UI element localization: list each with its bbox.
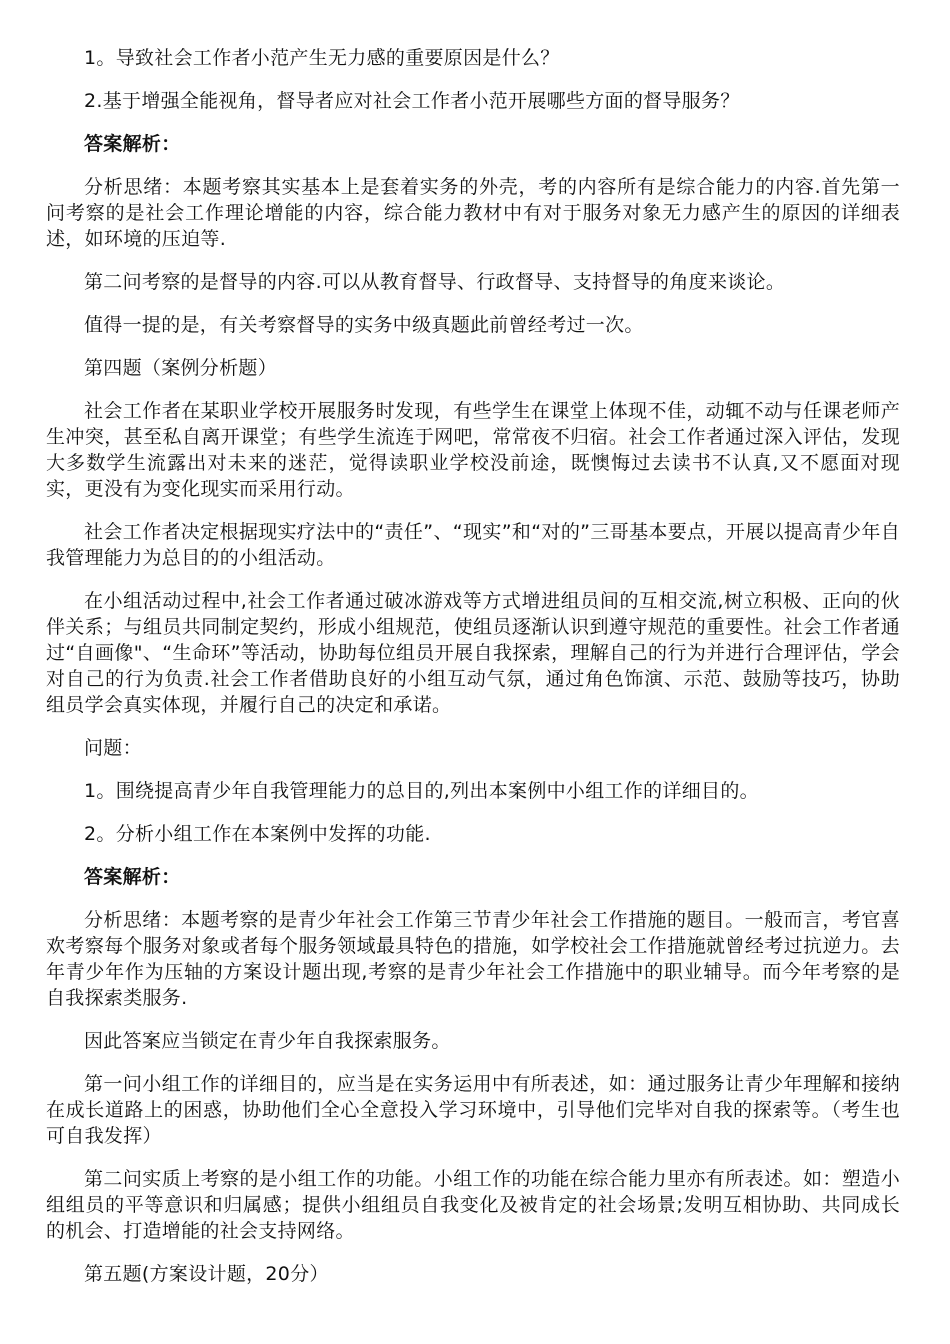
answer-heading: 答案解析： (84, 866, 181, 888)
question-1: 1。导致社会工作者小范产生无力感的重要原因是什么？ (84, 47, 560, 69)
answer-heading: 答案解析： (84, 133, 181, 155)
question-2: 2.基于增强全能视角，督导者应对社会工作者小范开展哪些方面的督导服务？ (84, 90, 740, 112)
case-paragraph: 社会工作者决定根据现实疗法中的“责任”、“现实”和“对的”三哥基本要点，开展以提高青少年自我管理能力为总目的的小组活动。 (46, 521, 900, 569)
analysis-paragraph: 因此答案应当锁定在青少年自我探索服务。 (84, 1030, 451, 1052)
analysis-paragraph: 分析思绪：本题考察其实基本上是套着实务的外壳，考的内容所有是综合能力的内容.首先第一问考察的是社会工作理论增能的内容，综合能力教材中有对于服务对象无力感产生的原因的详细表述，如环境的压迫等. (46, 176, 900, 250)
questions-label: 问题： (84, 737, 142, 759)
analysis-paragraph: 第二问实质上考察的是小组工作的功能。小组工作的功能在综合能力里亦有所表述。如：塑造小组组员的平等意识和归属感；提供小组组员自我变化及被肯定的社会场景;发明互相协助、共同成长的机会、打造增能的社会支持网络。 (46, 1168, 900, 1242)
analysis-paragraph: 第一问小组工作的详细目的，应当是在实务运用中有所表述，如：通过服务让青少年理解和接纳在成长道路上的困惑，协助他们全心全意投入学习环境中，引导他们完毕对自我的探索等。（考生也可自我发挥） (46, 1073, 900, 1147)
analysis-paragraph: 分析思绪：本题考察的是青少年社会工作第三节青少年社会工作措施的题目。一般而言，考官喜欢考察每个服务对象或者每个服务领域最具特色的措施，如学校社会工作措施就曾经考过抗逆力。去年青少年作为压轴的方案设计题出现,考察的是青少年社会工作措施中的职业辅导。而今年考察的是自我探索类服务. (46, 909, 900, 1009)
question-1: 1。围绕提高青少年自我管理能力的总目的,列出本案例中小组工作的详细目的。 (84, 780, 759, 802)
case-paragraph: 社会工作者在某职业学校开展服务时发现，有些学生在课堂上体现不佳，动辄不动与任课老师产生冲突，甚至私自离开课堂；有些学生流连于网吧，常常夜不归宿。社会工作者通过深入评估，发现大多数学生流露出对未来的迷茫，觉得读职业学校没前途，既懊悔过去读书不认真,又不愿面对现实，更没有为变化现实而采用行动。 (46, 400, 900, 500)
section-title: 第四题（案例分析题） (84, 357, 278, 379)
question-2: 2。分析小组工作在本案例中发挥的功能. (84, 823, 431, 845)
case-paragraph: 在小组活动过程中,社会工作者通过破冰游戏等方式增进组员间的互相交流,树立积极、正向的伙伴关系；与组员共同制定契约，形成小组规范，使组员逐渐认识到遵守规范的重要性。社会工作者通过“自画像"、“生命环”等活动，协助每位组员开展自我探索，理解自己的行为并进行合理评估，学会对自己的行为负责.社会工作者借助良好的小组互动气氛，通过角色饰演、示范、鼓励等技巧，协助组员学会真实体现，并履行自己的决定和承诺。 (46, 590, 900, 716)
analysis-paragraph: 值得一提的是，有关考察督导的实务中级真题此前曾经考过一次。 (84, 314, 644, 336)
section-title: 第五题(方案设计题，20分） (84, 1263, 329, 1285)
analysis-paragraph: 第二问考察的是督导的内容.可以从教育督导、行政督导、支持督导的角度来谈论。 (84, 271, 786, 293)
